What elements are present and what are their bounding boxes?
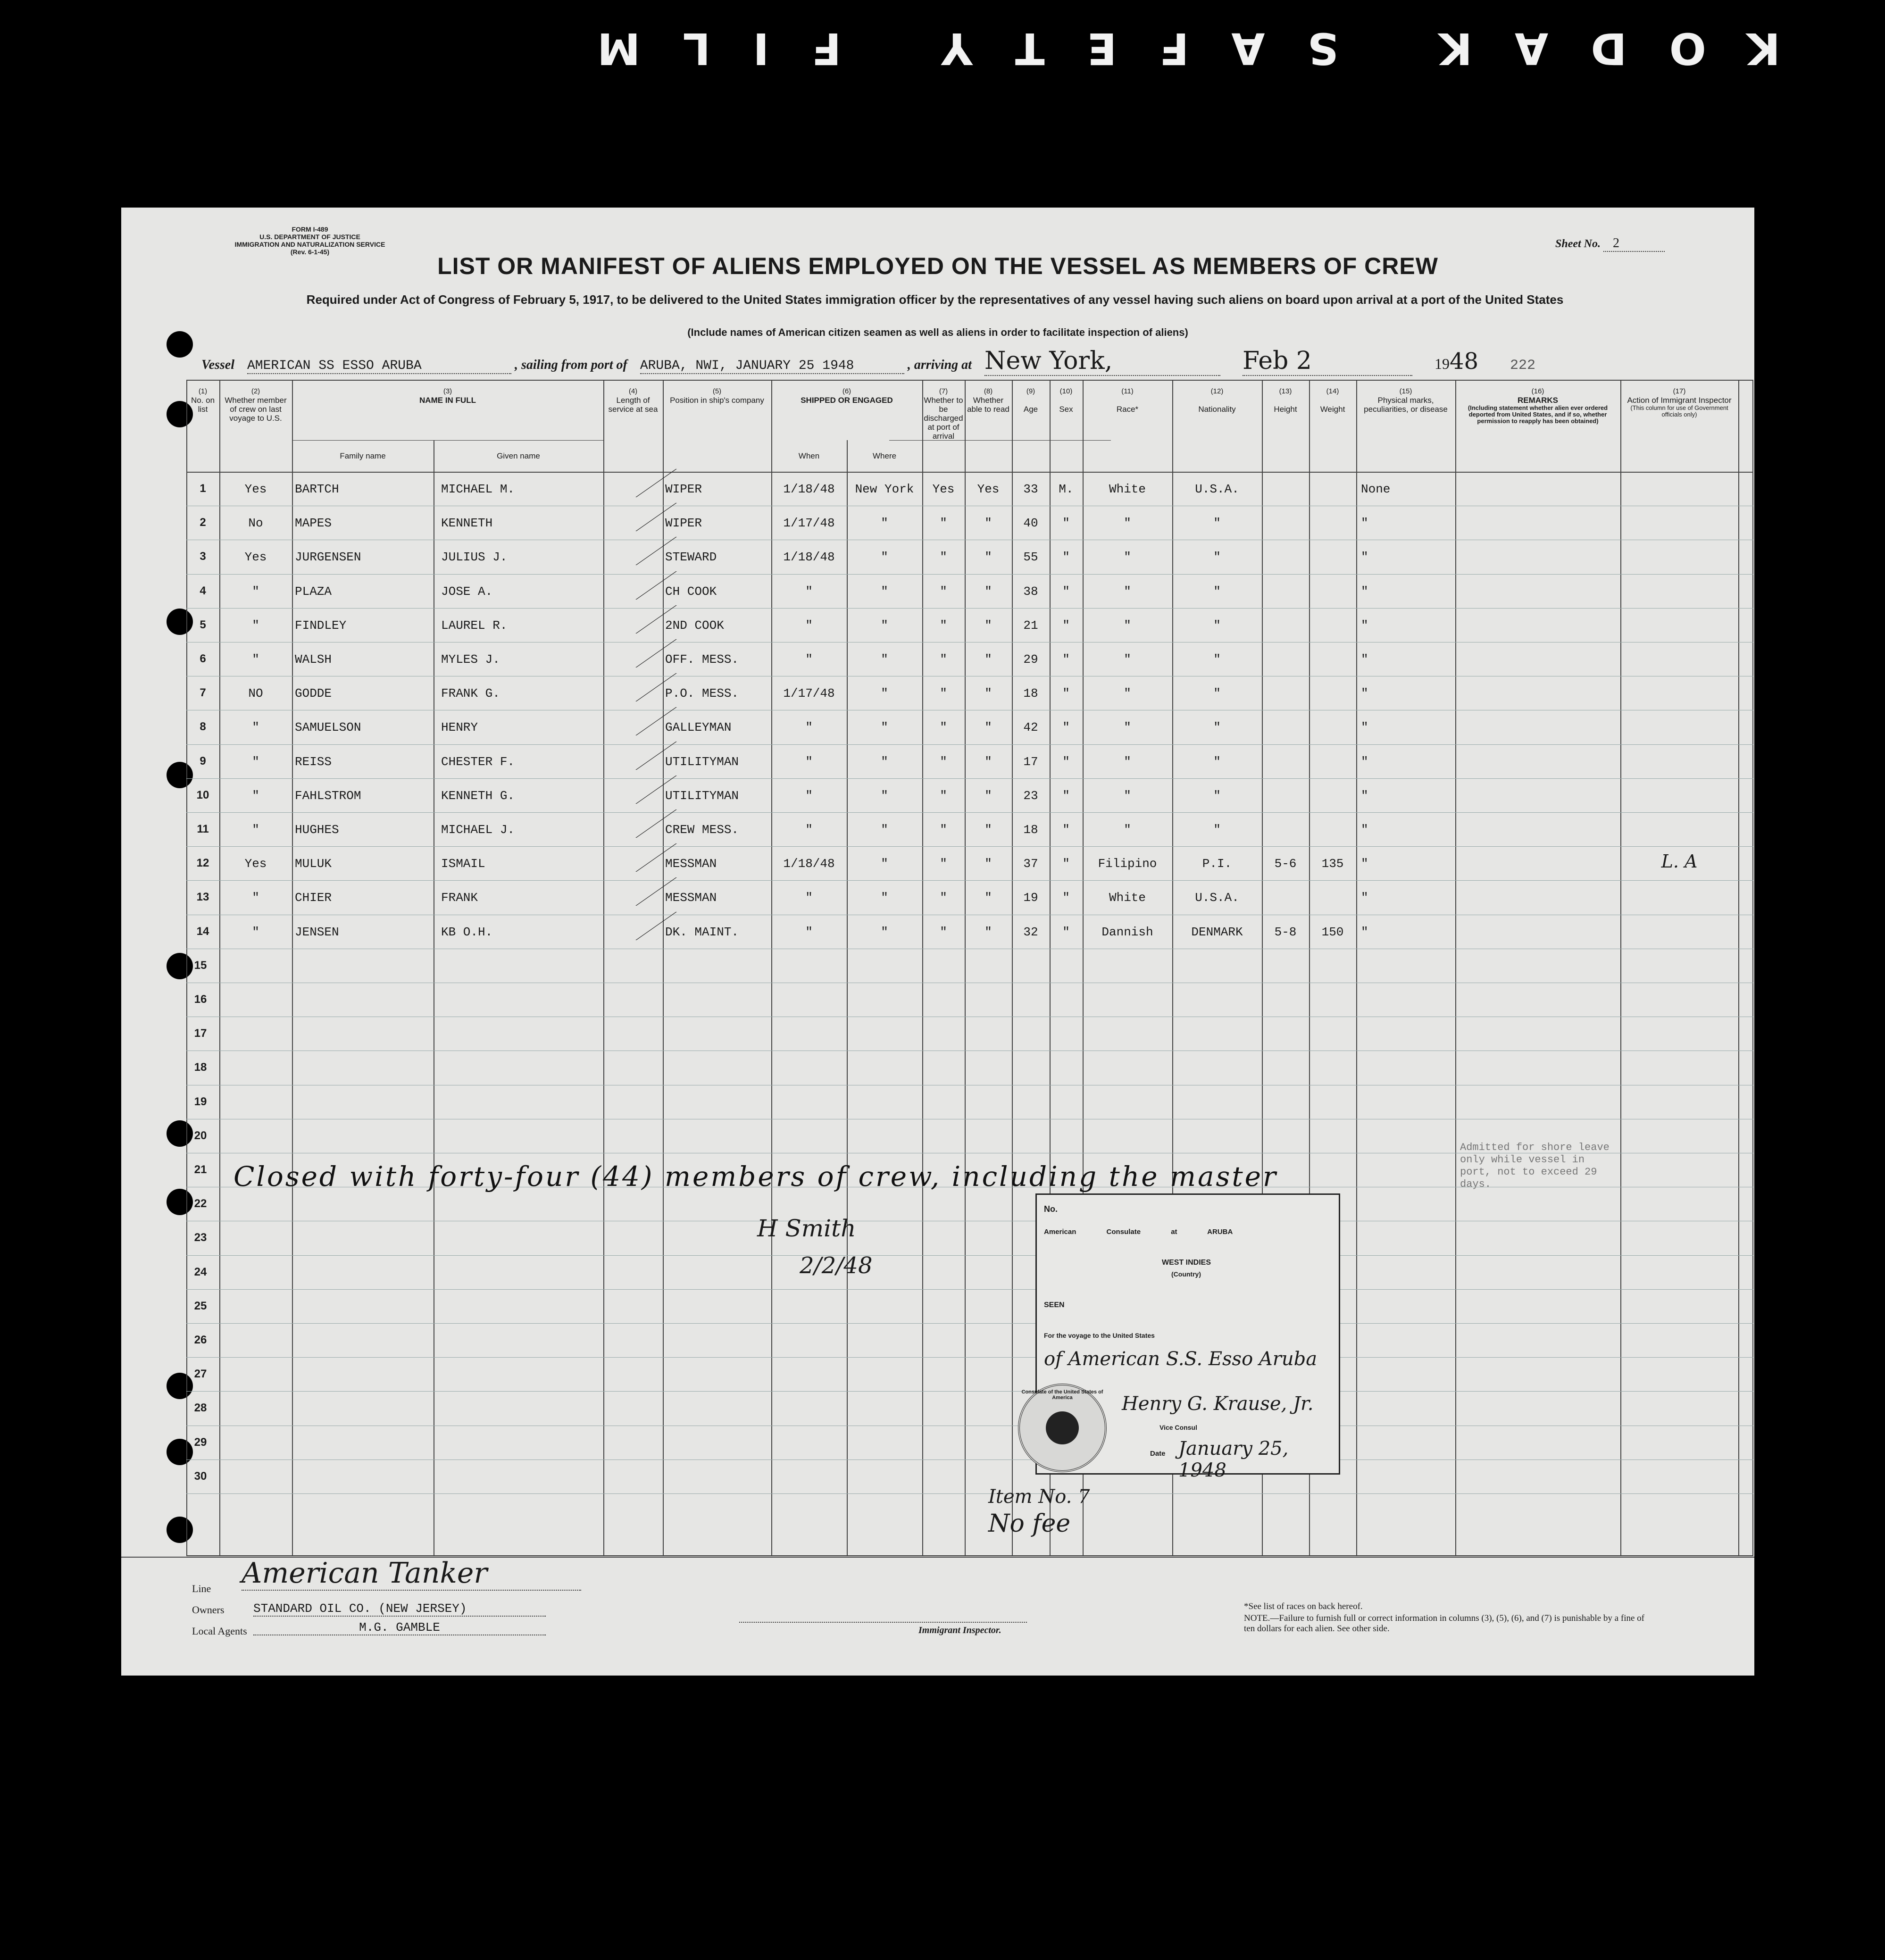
cell-marks: " (1361, 550, 1368, 565)
cell-nat: P.I. (1202, 857, 1232, 871)
row-number: 20 (194, 1129, 207, 1142)
consular-seal: Consulate of the United States of America (1018, 1384, 1107, 1472)
cell-family: REISS (295, 754, 332, 769)
cell-nat: " (1213, 516, 1221, 531)
cell-race: " (1124, 516, 1131, 531)
cell-marks: " (1361, 618, 1368, 633)
col-header-shipped: (6) SHIPPED OR ENGAGED (801, 387, 893, 405)
row-number: 15 (194, 959, 207, 972)
cell-nat: " (1213, 584, 1221, 599)
row-rule (186, 1357, 1753, 1358)
cell-position: DK. MAINT. (665, 925, 739, 939)
subtitle: Required under Act of Congress of February 5, 1917, to be delivered to the United States immigration officer by the representatives of any vessel having such aliens on board upon arrival at a port of the United States (306, 292, 1564, 307)
row-number: 17 (194, 1027, 207, 1040)
cell-read: " (984, 823, 992, 837)
cell-discharge: " (940, 686, 947, 701)
cell-read: " (984, 584, 992, 599)
cell-discharge: Yes (932, 482, 955, 496)
cell-age: 55 (1023, 550, 1038, 565)
cell-where: " (881, 652, 888, 667)
cell-race: " (1124, 720, 1131, 735)
cell-no: 14 (196, 925, 209, 938)
film-edge-print: KODAK SAFETY FILM (554, 23, 1781, 74)
cell-read: " (984, 857, 992, 871)
cell-age: 23 (1023, 788, 1038, 803)
cell-read: " (984, 925, 992, 939)
cell-weight: 150 (1321, 925, 1344, 939)
cell-discharge: " (940, 857, 947, 871)
cell-nat: " (1213, 788, 1221, 803)
cell-weight: 135 (1321, 857, 1344, 871)
cell-discharge: " (940, 516, 947, 531)
cell-where: " (881, 618, 888, 633)
col-header-given-name: Given name (497, 451, 540, 460)
cell-discharge: " (940, 550, 947, 565)
cell-race: " (1124, 686, 1131, 701)
cell-marks: " (1361, 686, 1368, 701)
cell-position: WIPER (665, 482, 702, 496)
col-header-race: (11) Race* (1116, 387, 1139, 414)
cell-read: " (984, 686, 992, 701)
cell-last: Yes (244, 482, 267, 496)
cell-age: 37 (1023, 857, 1038, 871)
instruction-note: (Include names of American citizen seamen as well as aliens in order to facilitate inspection of aliens) (687, 326, 1188, 338)
stamp-vessel: of American S.S. Esso Aruba (1044, 1348, 1318, 1370)
cell-age: 38 (1023, 584, 1038, 599)
cell-discharge: " (940, 720, 947, 735)
cell-read: " (984, 720, 992, 735)
row-rule (186, 778, 1753, 779)
cell-marks: " (1361, 652, 1368, 667)
cell-read: " (984, 550, 992, 565)
cell-discharge: " (940, 823, 947, 837)
cell-age: 18 (1023, 823, 1038, 837)
cell-read: " (984, 652, 992, 667)
immigrant-inspector-label: Immigrant Inspector. (918, 1625, 1001, 1635)
col-header-remarks: (16) REMARKS (Including statement whether alien ever ordered deported from United States, and if so, whether permission to reapply has been obtained) (1468, 387, 1608, 425)
cell-last: " (252, 754, 259, 769)
row-number: 23 (194, 1231, 207, 1244)
row-rule (186, 812, 1753, 813)
cell-sex: " (1062, 686, 1070, 701)
cell-nat: " (1213, 686, 1221, 701)
cell-last: " (252, 618, 259, 633)
cell-sex: " (1062, 516, 1070, 531)
inspector-date: 2/2/48 (800, 1252, 873, 1279)
item-number: Item No. 7 (988, 1486, 1090, 1508)
row-rule (186, 846, 1753, 847)
cell-position: P.O. MESS. (665, 686, 739, 701)
col-header-discharged: (7) Whether to be discharged at port of arrival (924, 387, 963, 441)
footer-agents-label: Local Agents (192, 1625, 247, 1637)
row-rule (186, 1323, 1753, 1324)
cell-where: " (881, 516, 888, 531)
cell-where: " (881, 891, 888, 905)
cell-where: " (881, 720, 888, 735)
col-header-action: (17) Action of Immigrant Inspector (This column for use of Government officials only) (1627, 387, 1732, 418)
row-number: 29 (194, 1435, 207, 1449)
voyage-line: Vessel AMERICAN SS ESSO ARUBA , sailing from port of ARUBA, NWI, JANUARY 25 1948 , arriving at New York, Feb 2 1948 222 (201, 347, 1536, 375)
cell-race: " (1124, 584, 1131, 599)
cell-given: HENRY (441, 720, 478, 735)
row-rule (186, 880, 1753, 881)
cell-given: MYLES J. (441, 652, 500, 667)
cell-sex: M. (1059, 482, 1074, 496)
cell-given: KB O.H. (441, 925, 493, 939)
col-header-service: (4) Length of service at sea (608, 387, 658, 414)
closing-note: Closed with forty-four (44) members of crew, including the master (234, 1160, 1278, 1193)
col-header-nationality: (12) Nationality (1198, 387, 1236, 414)
cell-discharge: " (940, 788, 947, 803)
cell-given: JOSE A. (441, 584, 493, 599)
cell-no: 1 (200, 482, 206, 495)
cell-given: MICHAEL J. (441, 823, 515, 837)
stamp-date: January 25, 1948 (1178, 1438, 1289, 1481)
cell-age: 33 (1023, 482, 1038, 496)
cell-race: " (1124, 823, 1131, 837)
footer-line-label: Line (192, 1583, 211, 1594)
cell-marks: " (1361, 584, 1368, 599)
stamp-signature: Henry G. Krause, Jr. (1122, 1393, 1314, 1415)
row-number: 24 (194, 1265, 207, 1278)
cell-race: " (1124, 550, 1131, 565)
cell-discharge: " (940, 652, 947, 667)
cell-family: JURGENSEN (295, 550, 361, 565)
cell-given: MICHAEL M. (441, 482, 515, 496)
cell-when: " (805, 720, 813, 735)
no-fee-note: No fee (988, 1510, 1071, 1538)
penalty-note: NOTE.—Failure to furnish full or correct information in columns (3), (5), (6), and (7) is punishable by a fine of ten dollars for each alien. See other side. (1244, 1613, 1644, 1634)
cell-sex: " (1062, 925, 1070, 939)
cell-discharge: " (940, 891, 947, 905)
cell-last: No (248, 516, 263, 531)
cell-family: SAMUELSON (295, 720, 361, 735)
cell-where: " (881, 925, 888, 939)
row-number: 21 (194, 1163, 207, 1176)
cell-read: " (984, 788, 992, 803)
col-header-read: (8) Whether able to read (967, 387, 1009, 414)
cell-sex: " (1062, 857, 1070, 871)
cell-no: 6 (200, 652, 206, 665)
cell-family: GODDE (295, 686, 332, 701)
cell-no: 13 (196, 891, 209, 904)
row-rule (186, 574, 1753, 575)
cell-where: New York (855, 482, 914, 496)
cell-nat: U.S.A. (1195, 482, 1239, 496)
row-rule (186, 608, 1753, 609)
cell-marks: " (1361, 720, 1368, 735)
cell-action: L. A (1661, 851, 1698, 872)
cell-no: 11 (197, 823, 209, 835)
col-header-marks: (15) Physical marks, peculiarities, or disease (1364, 387, 1448, 414)
col-header-age: (9) Age (1023, 387, 1038, 414)
cell-when: " (805, 891, 813, 905)
cell-nat: " (1213, 652, 1221, 667)
cell-age: 42 (1023, 720, 1038, 735)
cell-last: Yes (244, 857, 267, 871)
cell-race: " (1124, 652, 1131, 667)
cell-family: HUGHES (295, 823, 339, 837)
cell-last: " (252, 823, 259, 837)
col-header-no: (1) No. on list (191, 387, 215, 414)
cell-given: KENNETH (441, 516, 493, 531)
cell-race: " (1124, 788, 1131, 803)
footer-owners-value: STANDARD OIL CO. (NEW JERSEY) (253, 1601, 546, 1617)
cell-last: " (252, 584, 259, 599)
cell-family: WALSH (295, 652, 332, 667)
cell-race: White (1109, 891, 1146, 905)
cell-sex: " (1062, 584, 1070, 599)
cell-marks: " (1361, 754, 1368, 769)
cell-discharge: " (940, 754, 947, 769)
cell-discharge: " (940, 584, 947, 599)
cell-when: " (805, 823, 813, 837)
cell-family: FAHLSTROM (295, 788, 361, 803)
cell-when: " (805, 584, 813, 599)
cell-position: WIPER (665, 516, 702, 531)
cell-when: 1/17/48 (783, 686, 835, 701)
row-number: 30 (194, 1469, 207, 1483)
cell-when: " (805, 618, 813, 633)
cell-no: 2 (200, 516, 206, 529)
cell-discharge: " (940, 618, 947, 633)
agency-header: FORM I-489 U.S. DEPARTMENT OF JUSTICE IMMIGRATION AND NATURALIZATION SERVICE (Rev. 6-1-45) (234, 225, 385, 256)
manifest-sheet (121, 208, 1754, 1676)
cell-family: FINDLEY (295, 618, 347, 633)
footer-owners-label: Owners (192, 1604, 225, 1616)
cell-marks: " (1361, 857, 1368, 871)
page-stamp-number: 222 (1510, 358, 1536, 374)
footer-agents-value: M.G. GAMBLE (253, 1620, 546, 1635)
cell-last: " (252, 788, 259, 803)
cell-height: 5-6 (1274, 857, 1297, 871)
col-header-height: (13) Height (1274, 387, 1297, 414)
cell-family: PLAZA (295, 584, 332, 599)
cell-family: JENSEN (295, 925, 339, 939)
cell-sex: " (1062, 720, 1070, 735)
cell-position: UTILITYMAN (665, 754, 739, 769)
cell-position: CH COOK (665, 584, 717, 599)
inspector-signature: H Smith (757, 1215, 856, 1242)
cell-no: 4 (200, 584, 206, 597)
col-header-sex: (10) Sex (1059, 387, 1073, 414)
cell-family: CHIER (295, 891, 332, 905)
cell-position: MESSMAN (665, 891, 717, 905)
col-header-position: (5) Position in ship's company (670, 387, 764, 405)
col-header-last-voyage: (2) Whether member of crew on last voyage to U.S. (225, 387, 287, 423)
col-header-name: (3) NAME IN FULL (419, 387, 476, 405)
cell-read: " (984, 618, 992, 633)
cell-nat: " (1213, 720, 1221, 735)
cell-position: MESSMAN (665, 857, 717, 871)
cell-race: Dannish (1101, 925, 1153, 939)
cell-where: " (881, 550, 888, 565)
row-rule (186, 1289, 1753, 1290)
cell-no: 5 (200, 618, 206, 631)
cell-last: Yes (244, 550, 267, 565)
cell-last: " (252, 652, 259, 667)
page-title: LIST OR MANIFEST OF ALIENS EMPLOYED ON THE VESSEL AS MEMBERS OF CREW (437, 253, 1438, 279)
cell-family: MAPES (295, 516, 332, 531)
cell-read: " (984, 891, 992, 905)
vessel-name: AMERICAN SS ESSO ARUBA (247, 359, 511, 374)
sheet-number: Sheet No. 2 (1555, 236, 1665, 252)
cell-age: 40 (1023, 516, 1038, 531)
cell-last: " (252, 925, 259, 939)
cell-race: " (1124, 618, 1131, 633)
col-header-where: Where (872, 451, 897, 460)
cell-when: " (805, 925, 813, 939)
cell-where: " (881, 754, 888, 769)
row-number: 27 (194, 1368, 207, 1381)
arrival-date: Feb 2 (1243, 347, 1412, 376)
cell-sex: " (1062, 788, 1070, 803)
cell-given: LAUREL R. (441, 618, 508, 633)
col-header-when: When (798, 451, 820, 460)
cell-age: 18 (1023, 686, 1038, 701)
cell-where: " (881, 584, 888, 599)
cell-nat: " (1213, 550, 1221, 565)
row-number: 28 (194, 1401, 207, 1415)
row-rule (186, 1255, 1753, 1256)
cell-height: 5-8 (1274, 925, 1297, 939)
row-number: 22 (194, 1197, 207, 1210)
races-note: *See list of races on back hereof. (1244, 1601, 1363, 1611)
cell-when: 1/17/48 (783, 516, 835, 531)
cell-given: JULIUS J. (441, 550, 508, 565)
cell-sex: " (1062, 891, 1070, 905)
cell-family: BARTCH (295, 482, 339, 496)
cell-nat: U.S.A. (1195, 891, 1239, 905)
row-number: 25 (194, 1299, 207, 1312)
row-number: 26 (194, 1334, 207, 1346)
sailing-port: ARUBA, NWI, JANUARY 25 1948 (640, 359, 904, 374)
cell-marks: " (1361, 788, 1368, 803)
cell-nat: " (1213, 754, 1221, 769)
cell-no: 8 (200, 720, 206, 734)
cell-marks: None (1361, 482, 1391, 496)
cell-given: ISMAIL (441, 857, 485, 871)
cell-when: " (805, 788, 813, 803)
cell-sex: " (1062, 823, 1070, 837)
cell-marks: " (1361, 891, 1368, 905)
consulate-stamp: No. American Consulate at ARUBA WEST INDIES (Country) SEEN For the voyage to the United States of American S.S. Esso Aruba Consulate of the United States of America Henry G. Krause, Jr. Vice Consul Date January 25, 1948 (1035, 1193, 1340, 1475)
cell-where: " (881, 857, 888, 871)
cell-read: Yes (977, 482, 1000, 496)
cell-race: Filipino (1098, 857, 1157, 871)
cell-where: " (881, 823, 888, 837)
col-header-family-name: Family name (340, 451, 386, 460)
cell-where: " (881, 788, 888, 803)
row-rule (186, 1493, 1753, 1494)
cell-no: 10 (196, 788, 209, 801)
cell-no: 12 (196, 857, 209, 870)
row-number: 16 (194, 993, 207, 1006)
row-number: 19 (194, 1095, 207, 1108)
cell-age: 17 (1023, 754, 1038, 769)
cell-given: FRANK G. (441, 686, 500, 701)
cell-no: 7 (200, 686, 206, 700)
cell-age: 19 (1023, 891, 1038, 905)
cell-nat: DENMARK (1191, 925, 1243, 939)
cell-where: " (881, 686, 888, 701)
cell-position: UTILITYMAN (665, 788, 739, 803)
cell-position: STEWARD (665, 550, 717, 565)
cell-family: MULUK (295, 857, 332, 871)
cell-nat: " (1213, 823, 1221, 837)
cell-last: " (252, 891, 259, 905)
cell-position: OFF. MESS. (665, 652, 739, 667)
cell-last: " (252, 720, 259, 735)
cell-age: 21 (1023, 618, 1038, 633)
cell-when: 1/18/48 (783, 550, 835, 565)
cell-sex: " (1062, 550, 1070, 565)
arriving-port: New York, (984, 347, 1220, 376)
cell-sex: " (1062, 652, 1070, 667)
cell-marks: " (1361, 925, 1368, 939)
cell-when: " (805, 652, 813, 667)
cell-age: 29 (1023, 652, 1038, 667)
cell-no: 9 (200, 754, 206, 767)
cell-marks: " (1361, 823, 1368, 837)
cell-marks: " (1361, 516, 1368, 531)
cell-given: KENNETH G. (441, 788, 515, 803)
row-rule (186, 744, 1753, 745)
cell-race: " (1124, 754, 1131, 769)
cell-when: " (805, 754, 813, 769)
cell-position: CREW MESS. (665, 823, 739, 837)
crew-table (186, 380, 1753, 1555)
footer-line-value: American Tanker (242, 1557, 581, 1591)
cell-when: 1/18/48 (783, 857, 835, 871)
cell-given: FRANK (441, 891, 478, 905)
col-header-weight: (14) Weight (1320, 387, 1345, 414)
cell-sex: " (1062, 754, 1070, 769)
cell-discharge: " (940, 925, 947, 939)
row-number: 18 (194, 1061, 207, 1074)
cell-sex: " (1062, 618, 1070, 633)
shore-leave-remark: Admitted for shore leave only while vessel in port, not to exceed 29 days. (1460, 1142, 1610, 1190)
cell-age: 32 (1023, 925, 1038, 939)
cell-nat: " (1213, 618, 1221, 633)
cell-position: GALLEYMAN (665, 720, 732, 735)
cell-when: 1/18/48 (783, 482, 835, 496)
row-rule (186, 1391, 1753, 1392)
cell-no: 3 (200, 550, 206, 563)
cell-given: CHESTER F. (441, 754, 515, 769)
cell-position: 2ND COOK (665, 618, 724, 633)
cell-last: NO (248, 686, 263, 701)
cell-race: White (1109, 482, 1146, 496)
cell-read: " (984, 516, 992, 531)
cell-read: " (984, 754, 992, 769)
